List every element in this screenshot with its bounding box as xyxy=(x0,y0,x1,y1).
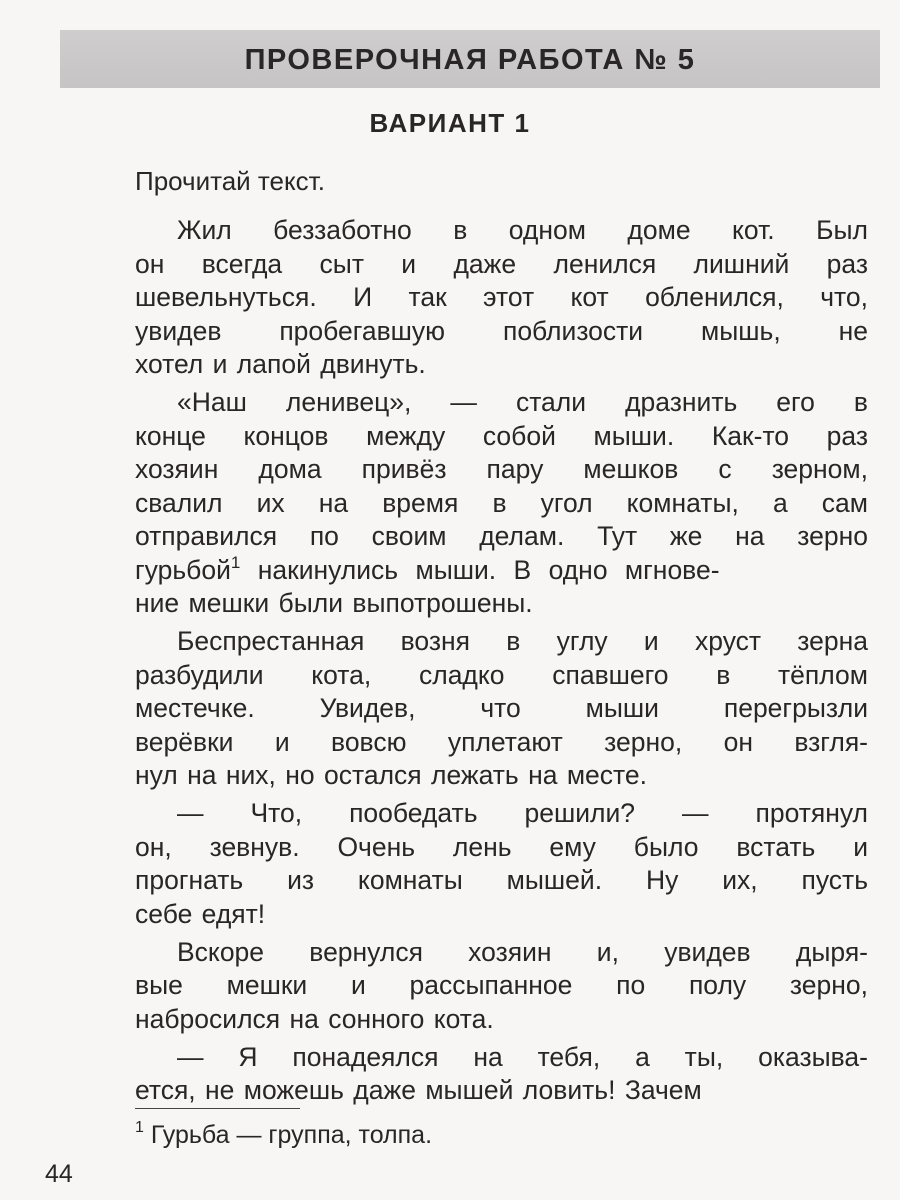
text-line: хотел и лапой двинуть. xyxy=(135,349,426,379)
footnote-marker: 1 xyxy=(135,1119,144,1136)
text-fragment: гурьбой xyxy=(135,554,231,585)
text-line: Жил беззаботно в одном доме кот. Был xyxy=(177,215,868,245)
footnote xyxy=(135,1121,432,1150)
instruction: Прочитай текст. xyxy=(135,166,325,196)
text-line: шевельнуться. И так этот кот обленился, что, xyxy=(135,282,868,312)
footnote-rule xyxy=(135,1108,300,1109)
text-line: вые мешки и рассыпанное по полу зерно, xyxy=(135,970,868,1000)
text-line: себе едят! xyxy=(135,898,266,929)
paragraph xyxy=(135,214,868,382)
text-line: отправился по своим делам. Тут же на зерно xyxy=(135,521,868,551)
text-line: разбудили кота, сладко спавшего в тёплом xyxy=(135,659,868,690)
variant-heading: ВАРИАНТ 1 xyxy=(369,108,531,138)
text-line: нул на них, но остался лежать на месте. xyxy=(135,760,647,790)
text-line: прогнать из комнаты мышей. Ну их, пусть xyxy=(135,865,868,895)
text-line: Вскоре вернулся хозяин и, увидев дыря- xyxy=(177,936,868,967)
paragraph xyxy=(135,386,868,621)
text-line: ние мешки были выпотрошены. xyxy=(135,588,533,618)
page-title: ПРОВЕРОЧНАЯ РАБОТА № 5 xyxy=(244,44,696,76)
text-line: конце концов между собой мыши. Как-то раз xyxy=(135,420,868,451)
text-line: свалил их на время в угол комнаты, а сам xyxy=(135,487,868,518)
text-line: местечке. Увидев, что мыши перегрызли xyxy=(135,693,868,723)
text-line: хозяин дома привёз пару мешков с зерном, xyxy=(135,454,868,484)
text-line: набросился на сонного кота. xyxy=(135,1003,494,1034)
paragraph xyxy=(135,797,868,931)
text-line: ется, не можешь даже мышей ловить! Зачем xyxy=(135,1075,702,1105)
text-line: — Я понадеялся на тебя, а ты, оказыва- xyxy=(177,1041,868,1072)
text-line: «Наш ленивец», — стали дразнить его в xyxy=(177,387,868,417)
text-fragment: накинулись мыши. В одно мгнове- xyxy=(240,554,720,585)
text-line: Беспрестанная возня в углу и хруст зерна xyxy=(177,626,868,656)
paragraph xyxy=(135,1041,868,1108)
footnote-text: Гурьба — группа, толпа. xyxy=(150,1121,433,1149)
text-line: — Что, пообедать решили? — протянул xyxy=(177,798,868,828)
story-text xyxy=(135,214,868,1112)
text-line xyxy=(135,554,868,588)
page-number: 44 xyxy=(45,1160,73,1188)
footnote-ref: 1 xyxy=(230,552,241,572)
text-line: верёвки и вовсю уплетают зерно, он взгля- xyxy=(135,726,868,757)
text-line: увидев пробегавшую поблизости мышь, не xyxy=(135,315,868,346)
paragraph xyxy=(135,936,868,1037)
text-line: он, зевнув. Очень лень ему было встать и xyxy=(135,831,868,862)
paragraph xyxy=(135,625,868,793)
text-line: он всегда сыт и даже ленился лишний раз xyxy=(135,248,868,279)
